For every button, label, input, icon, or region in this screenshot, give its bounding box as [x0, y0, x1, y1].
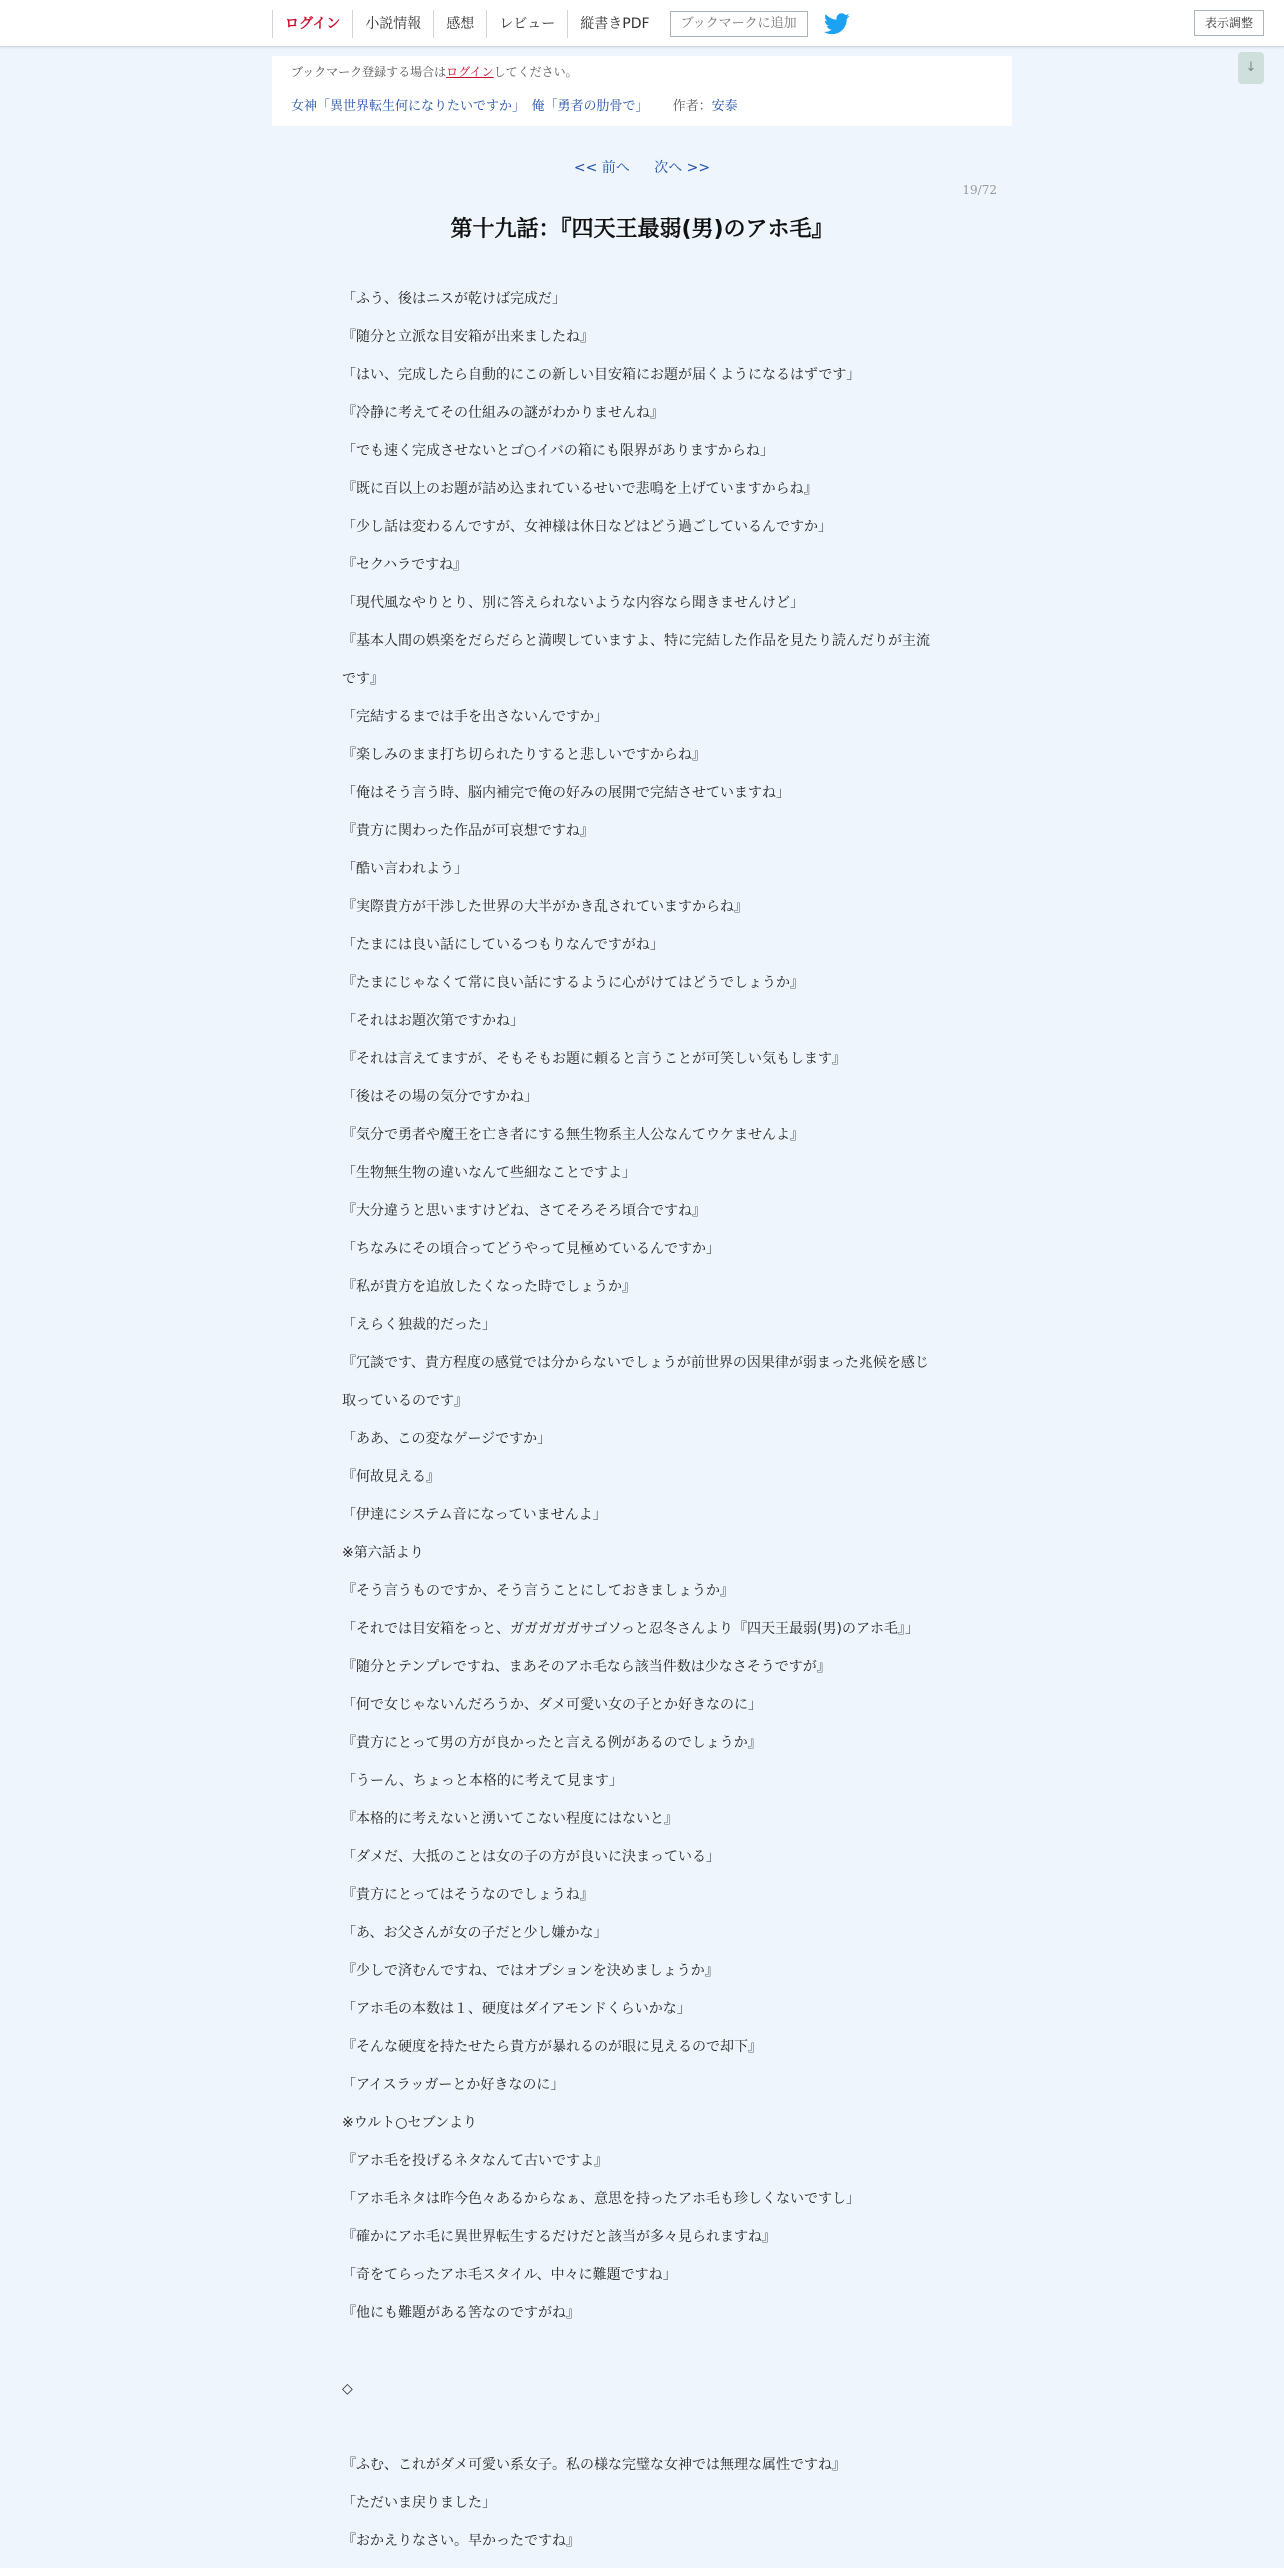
nav-login[interactable]: ログイン: [272, 10, 352, 38]
bookmark-notice: [291, 63, 578, 80]
story-line: 「ダメだ、大抵のことは女の子の方が良いに決まっている」: [342, 1849, 720, 1865]
story-line: 『私が貴方を追放したくなった時でしょうか』: [342, 1279, 636, 1295]
story-line: 『セクハラですね』: [342, 557, 468, 573]
story-line: 『大分違うと思いますけどね、さてそろそろ頃合ですね』: [342, 1203, 706, 1219]
notice-login-link[interactable]: ログイン: [446, 65, 494, 79]
story-line: 「現代風なやりとり、別に答えられないような内容なら聞きませんけど」: [342, 595, 804, 611]
story-line: 『冷静に考えてその仕組みの謎がわかりませんね』: [342, 405, 664, 421]
story-line: 『冗談です、貴方程度の感覚では分からないでしょうが前世界の因果律が弱まった兆候を感じ取っているのです』: [342, 1355, 929, 1409]
story-line: 『楽しみのまま打ち切られたりすると悲しいですからね』: [342, 747, 706, 763]
scene-break: ◇: [342, 2381, 353, 2397]
story-line: 「伊達にシステム音になっていませんよ」: [342, 1507, 607, 1523]
story-line: 『ふむ、これがダメ可愛い系女子。私の様な完璧な女神では無理な属性ですね』: [342, 2457, 846, 2473]
story-line: 「たまには良い話にしているつもりなんですがね」: [342, 937, 664, 953]
top-nav: [272, 10, 850, 38]
story-line: 「酷い言われよう」: [342, 861, 468, 877]
story-line: 『そう言うものですか、そう言うことにしておきましょうか』: [342, 1583, 734, 1599]
story-line: 「後はその場の気分ですかね」: [342, 1089, 538, 1105]
notice-suffix: してください。: [493, 65, 578, 79]
display-settings-button[interactable]: 表示調整: [1194, 10, 1264, 36]
story-line: 「ただいま戻りました」: [342, 2495, 496, 2511]
story-line: 『他にも難題がある筈なのですがね』: [342, 2305, 580, 2321]
blank-line: [342, 2332, 942, 2370]
next-chapter-link[interactable]: 次へ >>: [654, 160, 711, 176]
story-line: 「アホ毛の本数は１、硬度はダイアモンドくらいかな」: [342, 2001, 691, 2017]
story-line: 『たまにじゃなくて常に良い話にするように心がけてはどうでしょうか』: [342, 975, 804, 991]
scroll-down-button[interactable]: [1238, 52, 1264, 84]
author-link[interactable]: 安泰: [711, 99, 738, 114]
story-line: 「生物無生物の違いなんて些細なことですよ」: [342, 1165, 636, 1181]
chapter-body: [342, 280, 942, 2560]
story-line: 『おかえりなさい。早かったですね』: [342, 2533, 580, 2549]
top-bar: [0, 0, 1284, 47]
story-line: 『貴方にとってはそうなのでしょうね』: [342, 1887, 594, 1903]
story-line: 『確かにアホ毛に異世界転生するだけだと該当が多々見られますね』: [342, 2229, 776, 2245]
story-line: 「それはお題次第ですかね」: [342, 1013, 524, 1029]
story-line: 『実際貴方が干渉した世界の大半がかき乱されていますからね』: [342, 899, 748, 915]
story-line: 「アイスラッガーとか好きなのに」: [342, 2077, 565, 2093]
story-line: 「何で女じゃないんだろうか、ダメ可愛い女の子とか好きなのに」: [342, 1697, 762, 1713]
nav-novel-info[interactable]: 小説情報: [352, 10, 433, 38]
blank-line: [342, 2408, 942, 2446]
notice-prefix: ブックマーク登録する場合は: [291, 65, 447, 79]
story-line: 「でも速く完成させないとゴ○イバの箱にも限界がありますからね」: [342, 443, 774, 459]
story-line: 「完結するまでは手を出さないんですか」: [342, 709, 608, 725]
story-line: 『そんな硬度を持たせたら貴方が暴れるのが眼に見えるので却下』: [342, 2039, 762, 2055]
story-line: 「俺はそう言う時、脳内補完で俺の好みの展開で完結させていますね」: [342, 785, 790, 801]
story-line: 「はい、完成したら自動的にこの新しい目安箱にお題が届くようになるはずです」: [342, 367, 861, 383]
prev-chapter-link[interactable]: << 前へ: [573, 160, 630, 176]
story-line: 『それは言えてますが、そもそもお題に頼ると言うことが可笑しい気もします』: [342, 1051, 846, 1067]
story-line: 『基本人間の娯楽をだらだらと満喫していますよ、特に完結した作品を見たり読んだりが主流です』: [342, 633, 930, 687]
story-line: 「アホ毛ネタは昨今色々あるからなぁ、意思を持ったアホ毛も珍しくないですし」: [342, 2191, 860, 2207]
story-line: ※第六話より: [342, 1545, 424, 1561]
story-line: 「ああ、この変なゲージですか」: [342, 1431, 552, 1447]
story-line: 『既に百以上のお題が詰め込まれているせいで悲鳴を上げていますからね』: [342, 481, 818, 497]
story-line: 『本格的に考えないと湧いてこない程度にはないと』: [342, 1811, 678, 1827]
story-line: 「あ、お父さんが女の子だと少し嫌かな」: [342, 1925, 608, 1941]
nav-vertical-pdf[interactable]: 縦書きPDF: [567, 10, 661, 38]
story-line: 『貴方にとって男の方が良かったと言える例があるのでしょうか』: [342, 1735, 762, 1751]
story-line: 「少し話は変わるんですが、女神様は休日などはどう過ごしているんですか」: [342, 519, 832, 535]
add-bookmark-button[interactable]: ブックマークに追加: [670, 11, 808, 37]
arrow-down-icon: ↓: [1245, 60, 1257, 75]
page-count: 19/72: [962, 183, 997, 197]
story-line: ※ウルト○セブンより: [342, 2115, 477, 2131]
chapter-nav-top: [0, 157, 1284, 177]
info-box: [272, 56, 1012, 126]
story-line: 『随分と立派な目安箱が出来ましたね』: [342, 329, 594, 345]
story-line: 『気分で勇者や魔王を亡き者にする無生物系主人公なんてウケませんよ』: [342, 1127, 804, 1143]
story-line: 『少しで済むんですね、ではオプションを決めましょうか』: [342, 1963, 719, 1979]
story-line: 『随分とテンプレですね、まあそのアホ毛なら該当件数は少なさそうですが』: [342, 1659, 831, 1675]
nav-review[interactable]: レビュー: [486, 10, 567, 38]
story-line: 『アホ毛を投げるネタなんて古いですよ』: [342, 2153, 608, 2169]
story-line: 「うーん、ちょっと本格的に考えて見ます」: [342, 1773, 623, 1789]
story-line: 『貴方に関わった作品が可哀想ですね』: [342, 823, 594, 839]
nav-impressions[interactable]: 感想: [433, 10, 486, 38]
story-line: 『何故見える』: [342, 1469, 440, 1485]
series-title-link[interactable]: 女神「異世界転生何になりたいですか」 俺「勇者の肋骨で」: [291, 99, 649, 114]
novel-links: [291, 95, 738, 114]
story-line: 「それでは目安箱をっと、ガガガガガサゴソっと忍冬さんより『四天王最弱(男)のアホ毛』」: [342, 1621, 919, 1637]
story-line: 「ふう、後はニスが乾けば完成だ」: [342, 291, 566, 307]
story-line: 「奇をてらったアホ毛スタイル、中々に難題ですね」: [342, 2267, 677, 2283]
story-line: 「えらく独裁的だった」: [342, 1317, 496, 1333]
chapter-title: 第十九話：『四天王最弱(男)のアホ毛』: [450, 217, 834, 242]
author-label: 作者：: [672, 99, 712, 114]
story-line: 「ちなみにその頃合ってどうやって見極めているんですか」: [342, 1241, 720, 1257]
twitter-icon[interactable]: [824, 13, 850, 35]
